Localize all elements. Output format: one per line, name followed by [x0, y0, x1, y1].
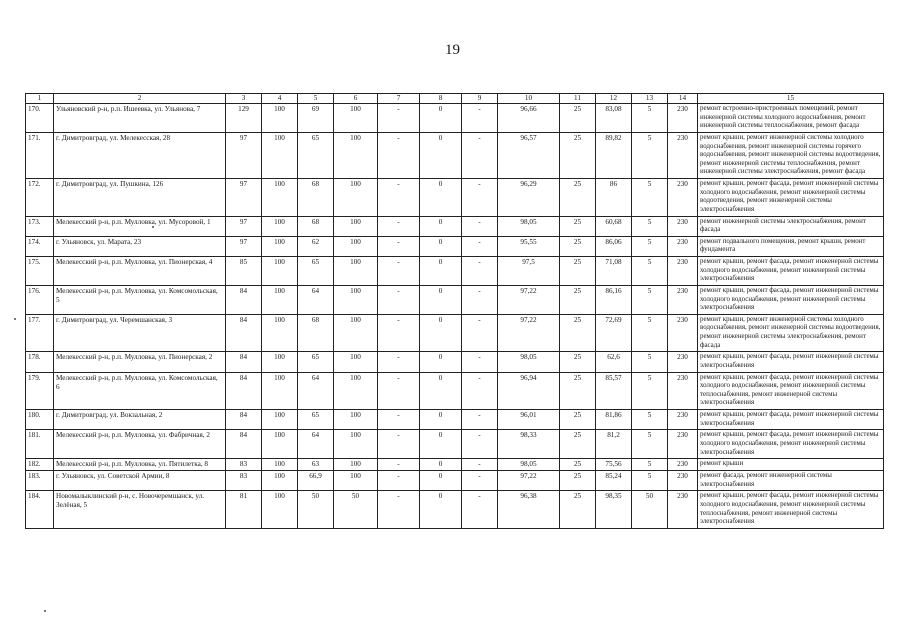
cell-c4: 100: [262, 236, 298, 256]
cell-c5: 66,9: [298, 471, 334, 491]
address-cell: Мелекесский р-н, р.п. Мулловка, ул. Пятилетка, 8: [54, 459, 226, 471]
row-number-cell: 174.: [26, 236, 54, 256]
cell-c7: -: [378, 410, 420, 430]
address-cell: г. Димитровград, ул. Черемшанская, 3: [54, 314, 226, 352]
table-row: [26, 410, 884, 430]
table-row: [26, 104, 884, 133]
cell-c7: -: [378, 491, 420, 529]
cell-c3: 84: [226, 285, 262, 314]
cell-c6: 100: [334, 216, 378, 236]
cell-c5: 63: [298, 459, 334, 471]
column-header-10: 10: [498, 94, 560, 104]
cell-c11: 25: [560, 257, 596, 286]
cell-c7: -: [378, 372, 420, 410]
cell-c3: 97: [226, 179, 262, 217]
cell-c13: 5: [632, 372, 668, 410]
column-header-5: 5: [298, 94, 334, 104]
row-number-cell: 178.: [26, 352, 54, 372]
page-number: 19: [445, 42, 460, 58]
cell-c14: 230: [668, 285, 698, 314]
cell-c14: 230: [668, 491, 698, 529]
cell-c13: 5: [632, 410, 668, 430]
cell-c9: -: [462, 430, 498, 459]
cell-c7: -: [378, 104, 420, 133]
repair-works-cell: ремонт подвального помещения, ремонт крыши, ремонт фундамента: [698, 236, 884, 256]
row-number-cell: 182.: [26, 459, 54, 471]
cell-c5: 62: [298, 236, 334, 256]
row-number-cell: 175.: [26, 257, 54, 286]
cell-c9: -: [462, 314, 498, 352]
cell-c6: 100: [334, 132, 378, 178]
row-number-cell: 176.: [26, 285, 54, 314]
address-cell: Мелекесский р-н, р.п. Мулловка, ул. Пионерская, 4: [54, 257, 226, 286]
column-header-11: 11: [560, 94, 596, 104]
cell-c6: 100: [334, 179, 378, 217]
cell-c3: 83: [226, 471, 262, 491]
cell-c6: 50: [334, 491, 378, 529]
cell-c10: 98,05: [498, 216, 560, 236]
cell-c9: -: [462, 410, 498, 430]
cell-c8: 0: [420, 491, 462, 529]
cell-c7: -: [378, 179, 420, 217]
row-number-cell: 173.: [26, 216, 54, 236]
repair-works-cell: ремонт крыши, ремонт фасада, ремонт инженерной системы холодного водоснабжения, ремонт инженерной системы водоотведения, ремонт инженерной системы электроснабжения: [698, 179, 884, 217]
cell-c12: 86,16: [596, 285, 632, 314]
housing-repair-table: [25, 93, 884, 529]
cell-c7: -: [378, 471, 420, 491]
cell-c4: 100: [262, 104, 298, 133]
cell-c13: 5: [632, 285, 668, 314]
cell-c3: 129: [226, 104, 262, 133]
column-header-8: 8: [420, 94, 462, 104]
cell-c14: 230: [668, 179, 698, 217]
cell-c3: 84: [226, 430, 262, 459]
repair-works-cell: ремонт крыши, ремонт фасада, ремонт инженерной системы холодного водоснабжения, ремонт инженерной системы электроснабжения: [698, 257, 884, 286]
cell-c9: -: [462, 179, 498, 217]
cell-c10: 98,33: [498, 430, 560, 459]
cell-c4: 100: [262, 352, 298, 372]
row-number-cell: 181.: [26, 430, 54, 459]
cell-c14: 230: [668, 104, 698, 133]
cell-c13: 5: [632, 459, 668, 471]
column-header-2: 2: [54, 94, 226, 104]
cell-c11: 25: [560, 236, 596, 256]
cell-c10: 97,22: [498, 285, 560, 314]
cell-c3: 85: [226, 257, 262, 286]
cell-c11: 25: [560, 410, 596, 430]
cell-c7: -: [378, 430, 420, 459]
cell-c10: 96,66: [498, 104, 560, 133]
cell-c10: 95,55: [498, 236, 560, 256]
table-body: [26, 104, 884, 529]
cell-c14: 230: [668, 459, 698, 471]
table-row: [26, 471, 884, 491]
cell-c12: 71,08: [596, 257, 632, 286]
cell-c4: 100: [262, 459, 298, 471]
cell-c13: 5: [632, 471, 668, 491]
cell-c4: 100: [262, 491, 298, 529]
cell-c8: 0: [420, 372, 462, 410]
row-number-cell: 171.: [26, 132, 54, 178]
cell-c12: 85,57: [596, 372, 632, 410]
cell-c12: 85,24: [596, 471, 632, 491]
cell-c6: 100: [334, 257, 378, 286]
cell-c12: 62,6: [596, 352, 632, 372]
cell-c9: -: [462, 352, 498, 372]
cell-c4: 100: [262, 314, 298, 352]
table-row: [26, 372, 884, 410]
cell-c10: 97,22: [498, 471, 560, 491]
column-header-6: 6: [334, 94, 378, 104]
address-cell: Мелекесский р-н, р.п. Мулловка, ул. Пионерская, 2: [54, 352, 226, 372]
table-row: [26, 491, 884, 529]
cell-c8: 0: [420, 285, 462, 314]
cell-c4: 100: [262, 471, 298, 491]
cell-c4: 100: [262, 430, 298, 459]
cell-c5: 64: [298, 430, 334, 459]
cell-c3: 84: [226, 410, 262, 430]
row-number-cell: 180.: [26, 410, 54, 430]
column-header-3: 3: [226, 94, 262, 104]
cell-c6: 100: [334, 104, 378, 133]
repair-works-cell: ремонт крыши, ремонт фасада, ремонт инженерной системы электроснабжения: [698, 352, 884, 372]
row-number-cell: 179.: [26, 372, 54, 410]
cell-c11: 25: [560, 430, 596, 459]
cell-c6: 100: [334, 236, 378, 256]
cell-c8: 0: [420, 236, 462, 256]
scan-speck: [14, 318, 16, 320]
row-number-cell: 183.: [26, 471, 54, 491]
address-cell: г. Ульяновск, ул. Советской Армии, 8: [54, 471, 226, 491]
cell-c5: 65: [298, 132, 334, 178]
cell-c13: 5: [632, 216, 668, 236]
address-cell: Мелекесский р-н, р.п. Мулловка, ул. Мусоровой, 1: [54, 216, 226, 236]
column-header-9: 9: [462, 94, 498, 104]
column-header-13: 13: [632, 94, 668, 104]
cell-c12: 86,06: [596, 236, 632, 256]
cell-c3: 84: [226, 352, 262, 372]
table-row: [26, 132, 884, 178]
cell-c12: 75,56: [596, 459, 632, 471]
cell-c5: 65: [298, 410, 334, 430]
cell-c6: 100: [334, 352, 378, 372]
repair-works-cell: ремонт крыши, ремонт фасада, ремонт инженерной системы холодного водоснабжения, ремонт инженерной системы теплоснабжения, ремонт инженерной системы электроснабжения: [698, 372, 884, 410]
cell-c10: 98,05: [498, 459, 560, 471]
address-cell: Ульяновский р-н, р.п. Ишеевка, ул. Ульянова, 7: [54, 104, 226, 133]
cell-c8: 0: [420, 104, 462, 133]
column-number-row: [26, 94, 884, 104]
cell-c4: 100: [262, 132, 298, 178]
cell-c5: 68: [298, 216, 334, 236]
cell-c7: -: [378, 352, 420, 372]
cell-c3: 84: [226, 314, 262, 352]
cell-c6: 100: [334, 285, 378, 314]
table-row: [26, 459, 884, 471]
cell-c11: 25: [560, 285, 596, 314]
cell-c4: 100: [262, 257, 298, 286]
cell-c12: 81,2: [596, 430, 632, 459]
cell-c13: 5: [632, 257, 668, 286]
address-cell: г. Димитровград, ул. Мелекесская, 28: [54, 132, 226, 178]
cell-c12: 81,86: [596, 410, 632, 430]
cell-c10: 96,57: [498, 132, 560, 178]
address-cell: г. Димитровград, ул. Вокзальная, 2: [54, 410, 226, 430]
cell-c8: 0: [420, 132, 462, 178]
column-header-15: 15: [698, 94, 884, 104]
address-cell: г. Димитровград, ул. Пушкина, 126: [54, 179, 226, 217]
table-row: [26, 179, 884, 217]
repair-works-cell: ремонт крыши: [698, 459, 884, 471]
cell-c6: 100: [334, 430, 378, 459]
cell-c9: -: [462, 372, 498, 410]
scan-speck: [44, 610, 46, 612]
cell-c10: 97,22: [498, 314, 560, 352]
cell-c10: 96,38: [498, 491, 560, 529]
cell-c9: -: [462, 216, 498, 236]
cell-c5: 50: [298, 491, 334, 529]
repair-works-cell: ремонт крыши, ремонт фасада, ремонт инженерной системы холодного водоснабжения, ремонт инженерной системы теплоснабжения, ремонт инженерной системы электроснабжения: [698, 491, 884, 529]
cell-c11: 25: [560, 132, 596, 178]
cell-c7: -: [378, 132, 420, 178]
cell-c8: 0: [420, 179, 462, 217]
cell-c11: 25: [560, 104, 596, 133]
cell-c11: 25: [560, 179, 596, 217]
row-number-cell: 172.: [26, 179, 54, 217]
cell-c14: 230: [668, 236, 698, 256]
table-row: [26, 352, 884, 372]
repair-works-cell: ремонт инженерной системы электроснабжения, ремонт фасада: [698, 216, 884, 236]
cell-c4: 100: [262, 216, 298, 236]
cell-c5: 69: [298, 104, 334, 133]
cell-c9: -: [462, 459, 498, 471]
cell-c4: 100: [262, 179, 298, 217]
cell-c13: 5: [632, 104, 668, 133]
repair-works-cell: ремонт крыши, ремонт инженерной системы холодного водоснабжения, ремонт инженерной системы водоотведения, ремонт инженерной системы электроснабжения, ремонт фасада: [698, 314, 884, 352]
cell-c3: 97: [226, 216, 262, 236]
cell-c8: 0: [420, 216, 462, 236]
cell-c11: 25: [560, 372, 596, 410]
cell-c14: 230: [668, 132, 698, 178]
column-header-1: 1: [26, 94, 54, 104]
cell-c7: -: [378, 459, 420, 471]
cell-c8: 0: [420, 352, 462, 372]
table-row: [26, 430, 884, 459]
cell-c9: -: [462, 471, 498, 491]
repair-works-cell: ремонт встроенно-пристроенных помещений, ремонт инженерной системы холодного водоснабжения, ремонт инженерной системы теплоснабжения, ремонт фасада: [698, 104, 884, 133]
table-row: [26, 314, 884, 352]
table-row: [26, 216, 884, 236]
column-header-14: 14: [668, 94, 698, 104]
cell-c14: 230: [668, 314, 698, 352]
cell-c6: 100: [334, 471, 378, 491]
repair-works-cell: ремонт крыши, ремонт инженерной системы холодного водоснабжения, ремонт инженерной системы горячего водоснабжения, ремонт инженерной системы водоотведения, ремонт инженерной системы теплоснабжения, ремонт инженерной системы электроснабжения, ремонт фасада: [698, 132, 884, 178]
cell-c11: 25: [560, 471, 596, 491]
cell-c9: -: [462, 132, 498, 178]
cell-c6: 100: [334, 410, 378, 430]
cell-c10: 98,05: [498, 352, 560, 372]
repair-works-cell: ремонт крыши, ремонт фасада, ремонт инженерной системы холодного водоснабжения, ремонт инженерной системы электроснабжения: [698, 430, 884, 459]
address-cell: Новомалыклинский р-н, с. Новочеремшанск, ул. Зелёная, 5: [54, 491, 226, 529]
cell-c10: 96,29: [498, 179, 560, 217]
cell-c9: -: [462, 104, 498, 133]
cell-c5: 64: [298, 285, 334, 314]
cell-c13: 5: [632, 236, 668, 256]
cell-c12: 72,69: [596, 314, 632, 352]
cell-c8: 0: [420, 459, 462, 471]
cell-c3: 97: [226, 236, 262, 256]
address-cell: Мелекесский р-н, р.п. Мулловка, ул. Комсомольская, 5: [54, 285, 226, 314]
cell-c5: 64: [298, 372, 334, 410]
table-row: [26, 257, 884, 286]
cell-c3: 83: [226, 459, 262, 471]
cell-c14: 230: [668, 372, 698, 410]
repair-works-cell: ремонт крыши, ремонт фасада, ремонт инженерной системы холодного водоснабжения, ремонт инженерной системы электроснабжения: [698, 285, 884, 314]
cell-c8: 0: [420, 257, 462, 286]
cell-c8: 0: [420, 471, 462, 491]
cell-c13: 5: [632, 314, 668, 352]
cell-c4: 100: [262, 372, 298, 410]
cell-c11: 25: [560, 491, 596, 529]
row-number-cell: 170.: [26, 104, 54, 133]
cell-c3: 84: [226, 372, 262, 410]
address-cell: Мелекесский р-н, р.п. Мулловка, ул. Фабричная, 2: [54, 430, 226, 459]
scan-speck: [152, 226, 154, 228]
cell-c14: 230: [668, 257, 698, 286]
cell-c8: 0: [420, 314, 462, 352]
cell-c10: 97,5: [498, 257, 560, 286]
repair-works-cell: ремонт крыши, ремонт фасада, ремонт инженерной системы электроснабжения: [698, 410, 884, 430]
cell-c14: 230: [668, 410, 698, 430]
cell-c12: 86: [596, 179, 632, 217]
cell-c7: -: [378, 236, 420, 256]
cell-c12: 83,08: [596, 104, 632, 133]
repair-works-cell: ремонт фасада, ремонт инженерной системы электроснабжения: [698, 471, 884, 491]
cell-c12: 89,82: [596, 132, 632, 178]
cell-c13: 5: [632, 179, 668, 217]
cell-c5: 68: [298, 179, 334, 217]
cell-c9: -: [462, 491, 498, 529]
column-header-4: 4: [262, 94, 298, 104]
cell-c5: 68: [298, 314, 334, 352]
cell-c3: 81: [226, 491, 262, 529]
cell-c7: -: [378, 314, 420, 352]
cell-c11: 25: [560, 216, 596, 236]
cell-c7: -: [378, 257, 420, 286]
cell-c14: 230: [668, 352, 698, 372]
cell-c13: 5: [632, 132, 668, 178]
cell-c14: 230: [668, 430, 698, 459]
cell-c11: 25: [560, 352, 596, 372]
cell-c14: 230: [668, 471, 698, 491]
cell-c3: 97: [226, 132, 262, 178]
cell-c6: 100: [334, 372, 378, 410]
cell-c8: 0: [420, 410, 462, 430]
cell-c8: 0: [420, 430, 462, 459]
cell-c9: -: [462, 285, 498, 314]
table-row: [26, 285, 884, 314]
cell-c13: 5: [632, 430, 668, 459]
column-header-7: 7: [378, 94, 420, 104]
column-header-12: 12: [596, 94, 632, 104]
cell-c7: -: [378, 216, 420, 236]
row-number-cell: 184.: [26, 491, 54, 529]
table-row: [26, 236, 884, 256]
cell-c10: 96,94: [498, 372, 560, 410]
cell-c5: 65: [298, 352, 334, 372]
row-number-cell: 177.: [26, 314, 54, 352]
cell-c10: 96,01: [498, 410, 560, 430]
cell-c11: 25: [560, 459, 596, 471]
cell-c12: 98,35: [596, 491, 632, 529]
address-cell: г. Ульяновск, ул. Марата, 23: [54, 236, 226, 256]
cell-c6: 100: [334, 459, 378, 471]
cell-c13: 50: [632, 491, 668, 529]
cell-c6: 100: [334, 314, 378, 352]
cell-c7: -: [378, 285, 420, 314]
address-cell: Мелекесский р-н, р.п. Мулловка, ул. Комсомольская, 6: [54, 372, 226, 410]
cell-c4: 100: [262, 410, 298, 430]
cell-c5: 65: [298, 257, 334, 286]
cell-c9: -: [462, 257, 498, 286]
cell-c11: 25: [560, 314, 596, 352]
cell-c13: 5: [632, 352, 668, 372]
cell-c9: -: [462, 236, 498, 256]
cell-c12: 60,68: [596, 216, 632, 236]
cell-c4: 100: [262, 285, 298, 314]
cell-c14: 230: [668, 216, 698, 236]
